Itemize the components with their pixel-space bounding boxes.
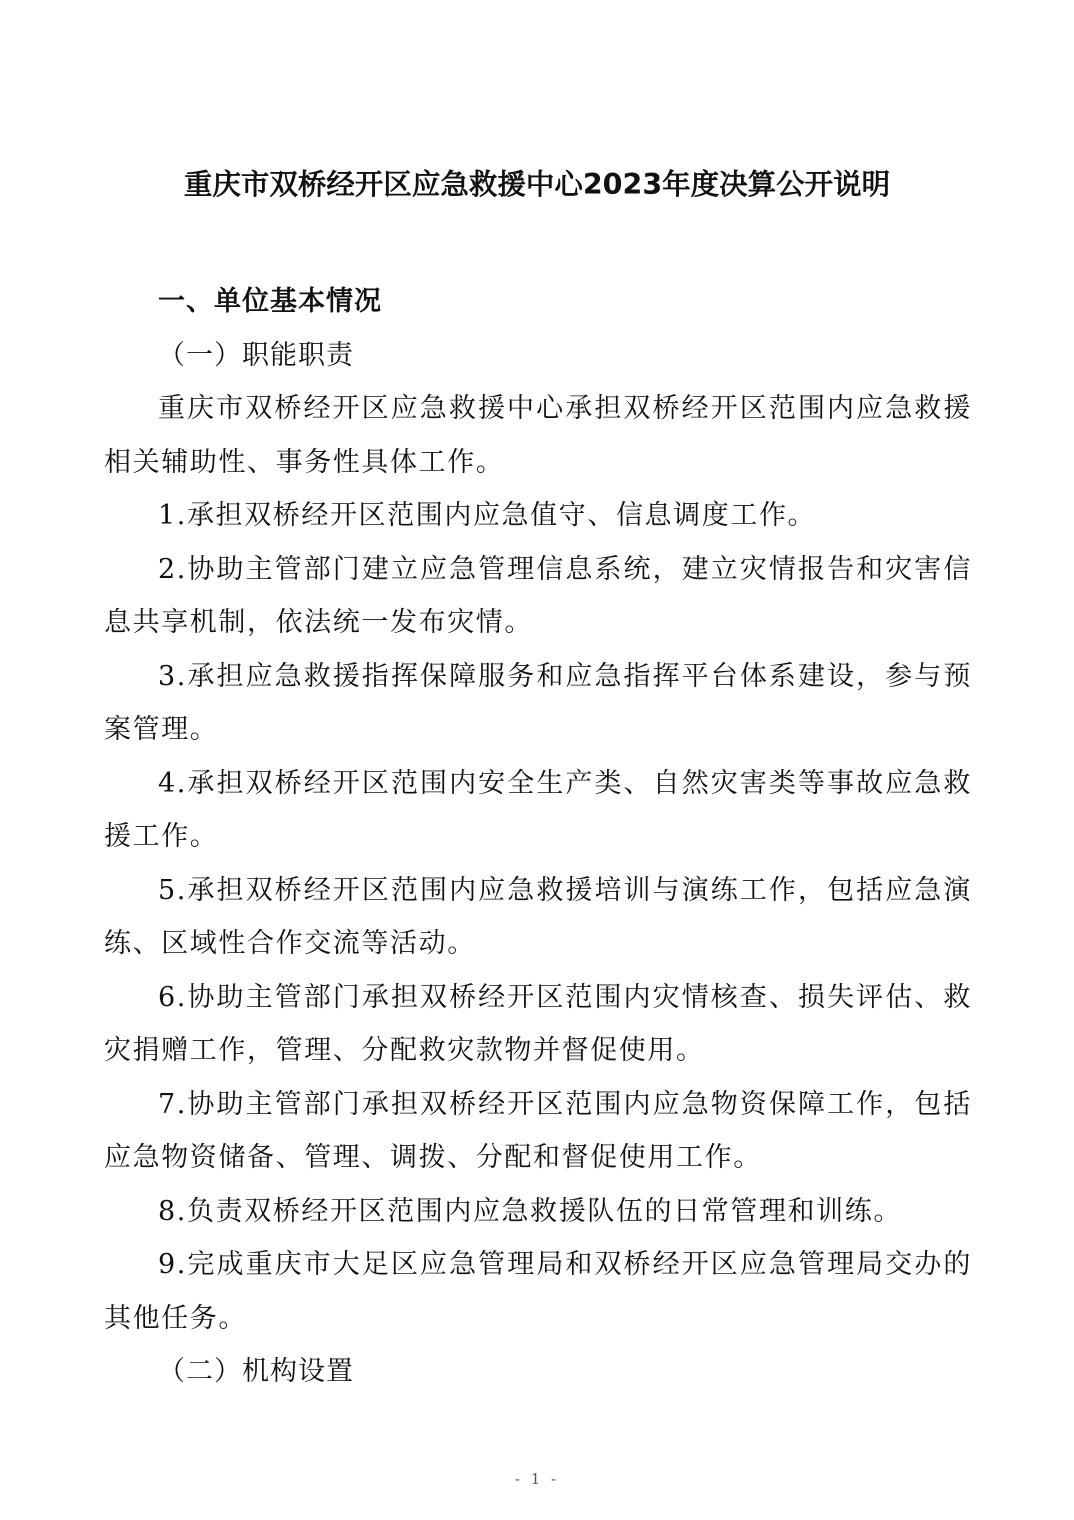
duty-item-9: 9.完成重庆市大足区应急管理局和双桥经开区应急管理局交办的其他任务。	[104, 1249, 972, 1334]
duty-item-3: 3.承担应急救援指挥保障服务和应急指挥平台体系建设，参与预案管理。	[104, 660, 972, 745]
section-heading-basic-info: 一、单位基本情况	[158, 286, 382, 317]
subsection-heading-organization: （二）机构设置	[158, 1356, 354, 1387]
duty-item-2: 2.协助主管部门建立应急管理信息系统，建立灾情报告和灾害信息共享机制，依法统一发布灾情。	[104, 553, 972, 638]
duty-item-5: 5.承担双桥经开区范围内应急救援培训与演练工作，包括应急演练、区域性合作交流等活动。	[104, 874, 972, 959]
document-title: 重庆市双桥经开区应急救援中心2023年度决算公开说明	[183, 168, 891, 201]
document-body	[104, 275, 972, 1399]
page-number: - 1 -	[514, 1470, 560, 1488]
duty-item-8: 8.负责双桥经开区范围内应急救援队伍的日常管理和训练。	[158, 1195, 902, 1227]
duty-item-7: 7.协助主管部门承担双桥经开区范围内应急物资保障工作，包括应急物资储备、管理、调拨、分配和督促使用工作。	[104, 1088, 972, 1173]
duty-item-1: 1.承担双桥经开区范围内应急值守、信息调度工作。	[158, 500, 817, 531]
duty-item-4: 4.承担双桥经开区范围内安全生产类、自然灾害类等事故应急救援工作。	[104, 767, 972, 852]
duty-item-6: 6.协助主管部门承担双桥经开区范围内灾情核查、损失评估、救灾捐赠工作，管理、分配救灾款物并督促使用。	[104, 981, 972, 1066]
subsection-heading-duties: （一）职能职责	[158, 339, 354, 371]
intro-paragraph: 重庆市双桥经开区应急救援中心承担双桥经开区范围内应急救援相关辅助性、事务性具体工作。	[104, 393, 972, 478]
